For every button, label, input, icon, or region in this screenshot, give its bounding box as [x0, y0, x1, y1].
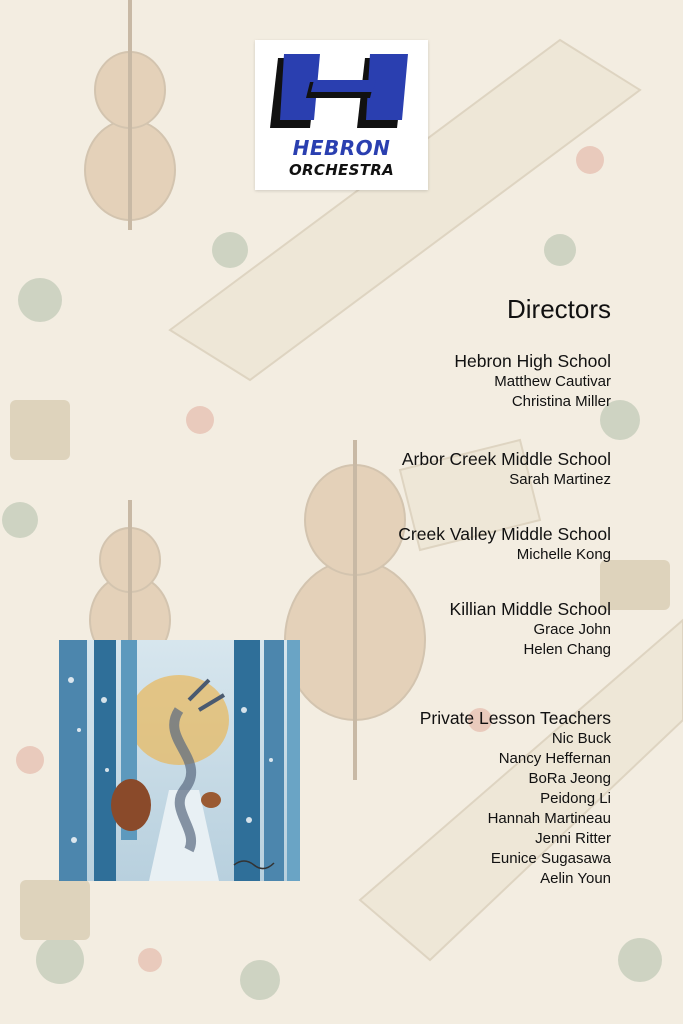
school-name: Hebron High School	[454, 351, 611, 371]
teacher-name: Aelin Youn	[540, 870, 611, 887]
teacher-name: Nic Buck	[551, 730, 611, 747]
director-name: Michelle Kong	[516, 546, 611, 563]
hebron-orchestra-logo	[255, 40, 428, 190]
logo-line-hebron: HEBRON	[292, 136, 391, 160]
director-group	[281, 448, 611, 490]
teacher-name: Jenni Ritter	[535, 830, 611, 847]
school-name: Creek Valley Middle School	[398, 524, 611, 544]
winter-painting-image	[59, 640, 300, 881]
teacher-name: Hannah Martineau	[487, 810, 611, 827]
director-name: Matthew Cautivar	[494, 373, 611, 390]
school-name: Killian Middle School	[449, 599, 611, 619]
director-group	[281, 350, 611, 412]
teacher-name: Peidong Li	[540, 790, 611, 807]
h-logo-icon	[270, 50, 413, 136]
directors-section	[281, 293, 611, 889]
director-group	[281, 707, 611, 889]
teacher-name: BoRa Jeong	[528, 770, 611, 787]
director-group	[281, 598, 611, 660]
director-name: Christina Miller	[511, 393, 611, 410]
director-name: Sarah Martinez	[509, 471, 611, 488]
director-name: Helen Chang	[523, 641, 611, 658]
school-name: Arbor Creek Middle School	[401, 449, 611, 469]
director-name: Grace John	[533, 621, 611, 638]
teacher-name: Nancy Heffernan	[498, 750, 611, 767]
teacher-name: Eunice Sugasawa	[490, 850, 611, 867]
school-name: Private Lesson Teachers	[419, 708, 611, 728]
logo-line-orchestra: ORCHESTRA	[288, 161, 394, 179]
director-group	[281, 523, 611, 565]
directors-title: Directors	[506, 294, 611, 324]
